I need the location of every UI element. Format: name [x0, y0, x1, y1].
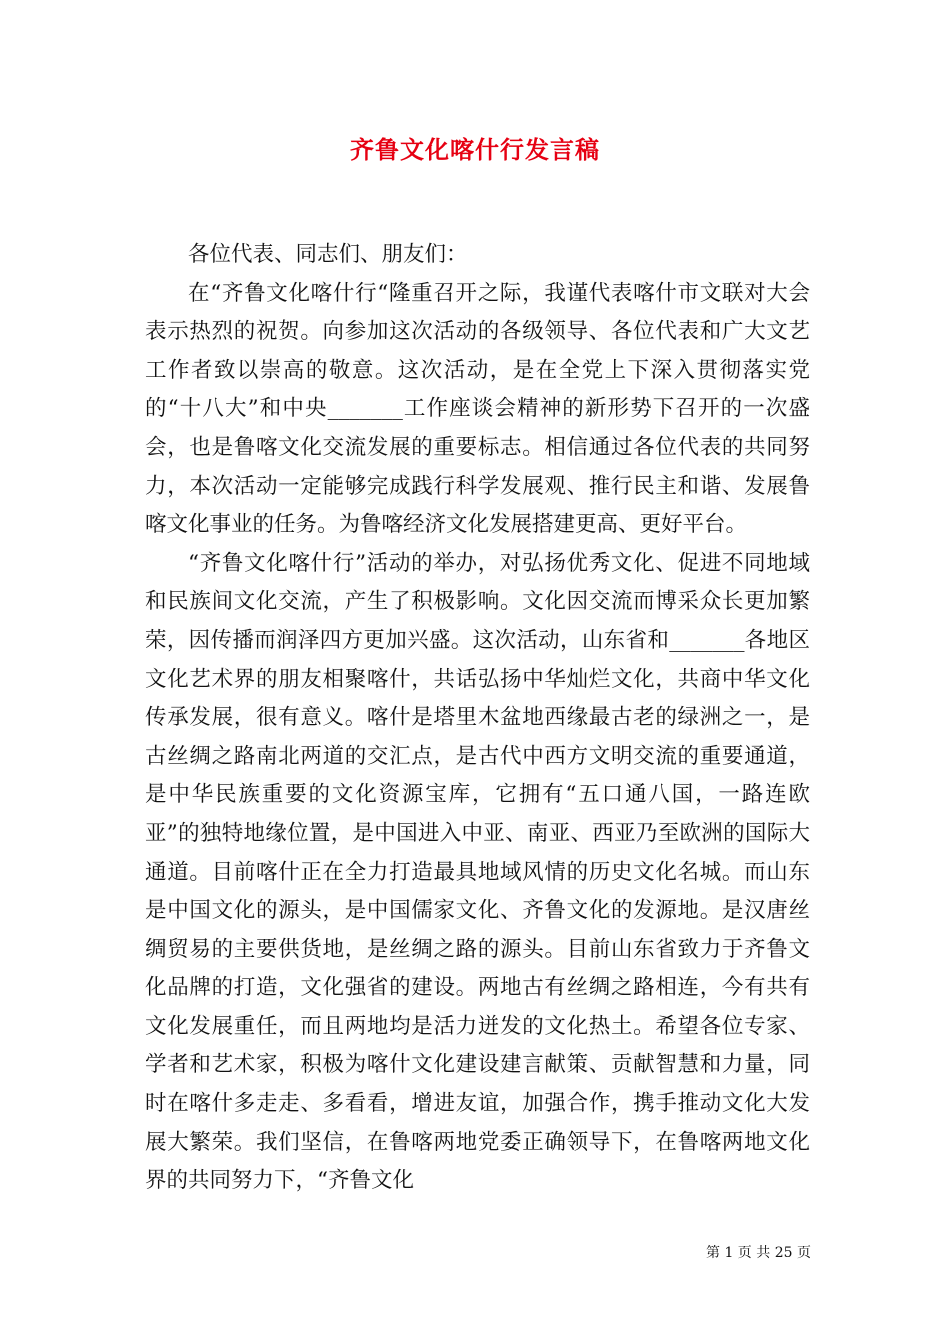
page-number: 第 1 页 共 25 页: [706, 1245, 811, 1261]
document-title: 齐鲁文化喀什行发言稿: [350, 135, 600, 164]
document-body: [145, 236, 810, 1201]
greeting-line: 各位代表、同志们、朋友们：: [188, 242, 468, 267]
paragraph-1: 在“齐鲁文化喀什行“隆重召开之际，我谨代表喀什市文联对大会表示热烈的祝贺。向参加这次活动的各级领导、各位代表和广大文艺工作者致以崇高的敬意。这次活动，是在全党上下深入贯彻落实党的“十八大”和中央_______工作座谈会精神的新形势下召开的一次盛会，也是鲁喀文化交流发展的重要标志。相信通过各位代表的共同努力，本次活动一定能够完成践行科学发展观、推行民主和谐、发展鲁喀文化事业的任务。为鲁喀经济文化发展搭建更高、更好平台。: [145, 280, 810, 538]
paragraph-2: “齐鲁文化喀什行”活动的举办，对弘扬优秀文化、促进不同地域和民族间文化交流，产生了积极影响。文化因交流而博采众长更加繁荣，因传播而润泽四方更加兴盛。这次活动，山东省和_______各地区文化艺术界的朋友相聚喀什，共话弘扬中华灿烂文化，共商中华文化传承发展，很有意义。喀什是塔里木盆地西缘最古老的绿洲之一，是古丝绸之路南北两道的交汇点，是古代中西方文明交流的重要通道，是中华民族重要的文化资源宝库，它拥有“五口通八国，一路连欧亚”的独特地缘位置，是中国进入中亚、南亚、西亚乃至欧洲的国际大通道。目前喀什正在全力打造最具地域风情的历史文化名城。而山东是中国文化的源头，是中国儒家文化、齐鲁文化的发源地。是汉唐丝绸贸易的主要供货地，是丝绸之路的源头。目前山东省致力于齐鲁文化品牌的打造，文化强省的建设。两地古有丝绸之路相连，今有共有文化发展重任，而且两地均是活力迸发的文化热土。希望各位专家、学者和艺术家，积极为喀什文化建设建言献策、贡献智慧和力量，同时在喀什多走走、多看看，增进友谊，加强合作，携手推动文化大发展大繁荣。我们坚信，在鲁喀两地党委正确领导下，在鲁喀两地文化界的共同努力下，“齐鲁文化: [145, 550, 810, 1194]
